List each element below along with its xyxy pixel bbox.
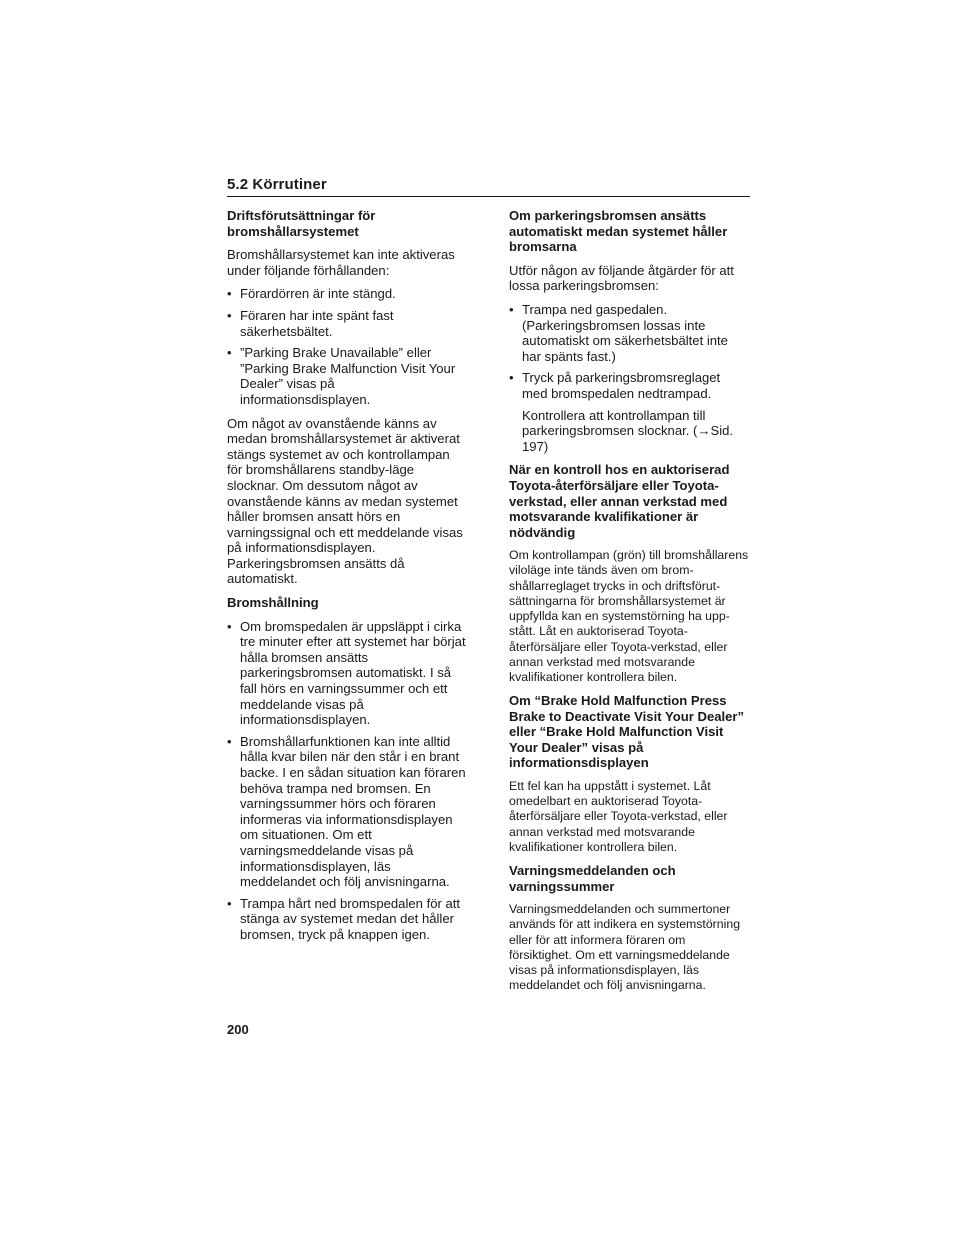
operating-conditions-paragraph: Om något av ovanstående känns av medan bromshållarsystemet är aktiverat stängs systemet av och kontrollampan för bromshållarens standby-läge slocknar. Om dessutom något av ovanstående känns av medan systemet håller bromsen ansatt hörs en varningssignal och ett meddelande visas på informationsdisplayen. Parkeringsbromsen ansätts då automatiskt. <box>227 415 463 587</box>
brake-hold-list <box>227 619 467 943</box>
list-item: • ”Parking Brake Unavailable” eller ”Parking Brake Malfunction Visit Your Dealer” visas på informationsdisplayen. <box>227 345 456 407</box>
list-item: • Trampa hårt ned bromspedalen för att stänga av systemet medan det håller bromsen, tryck på knappen igen. <box>227 895 461 942</box>
list-item: • Föraren har inte spänt fast säkerhetsbältet. <box>227 307 394 339</box>
malfunction-message-paragraph: Ett fel kan ha uppstått i systemet. Låt omedelbart en auktoriserad Toyota-återförsäljare eller Toyota-verkstad, eller annan verkstad med motsvarande kvalifikationer kontrollera bilen. <box>509 779 728 854</box>
inspection-needed-paragraph: Om kontrollampan (grön) till bromshållarens viloläge inte tänds även om bromshållarreglaget trycks in och driftsförutsättningarna för bromshållarsystemet är uppfyllda kan en systemstörning ha uppstått. Låt en auktoriserad Toyota-återförsäljare eller Toyota-verkstad, eller annan verkstad med motsvarande kvalifikationer kontrollera bilen. <box>509 548 749 684</box>
section-title: 5.2 Körrutiner <box>227 176 327 193</box>
list-item: • Tryck på parkeringsbromsreglaget med bromspedalen nedtrampad. Kontrollera att kontrollampan till parkeringsbromsen slocknar. (→Sid. 197) <box>509 370 749 454</box>
operating-conditions-intro: Bromshållarsystemet kan inte aktiveras under följande förhållanden: <box>227 247 455 278</box>
malfunction-message-heading: Om “Brake Hold Malfunction Press Brake to Deactivate Visit Your Dealer” eller “Brake Hold Malfunction Visit Your Dealer” visas på informationsdisplayen <box>509 693 745 771</box>
page-number: 200 <box>227 1022 249 1037</box>
page-reference-note: Kontrollera att kontrollampan till parkeringsbromsen slocknar. (→Sid. 197) <box>522 407 734 454</box>
list-item: • Förardörren är inte stängd. <box>227 286 396 302</box>
auto-parking-brake-intro: Utför någon av följande åtgärder för att lossa parkeringsbromsen: <box>509 262 734 294</box>
operating-conditions-list <box>227 286 467 407</box>
auto-parking-brake-heading: Om parkeringsbromsen ansätts automatiskt medan systemet håller bromsarna <box>509 208 728 255</box>
list-item: • Bromshållarfunktionen kan inte alltid hålla kvar bilen när den står i en brant backe. I en sådan situation kan föraren behöva trampa ned bromsen. En varningssummer hörs och föraren informeras via informationsdisplayen om situationen. Om ett varningsmeddelande visas på informationsdisplayen, läs meddelandet och följ anvisningarna. <box>227 733 466 890</box>
right-column <box>509 208 749 1002</box>
inspection-needed-heading: När en kontroll hos en auktoriserad Toyota-återförsäljare eller Toyota-verkstad, eller annan verkstad med motsvarande kvalifikationer är nödvändig <box>509 462 730 540</box>
list-item: • Om bromspedalen är uppsläppt i cirka tre minuter efter att systemet har börjat hålla bromsen ansätts parkeringsbromsen automatiskt. I så fall hörs en varningssummer och ett meddelande visas på informationsdisplayen. <box>227 618 466 728</box>
section-header <box>227 176 750 197</box>
warning-messages-paragraph: Varningsmeddelanden och summertoner används för att indikera en systemstörning eller för att informera föraren om försiktighet. Om ett varningsmeddelande visas på informationsdisplayen, läs meddelandet och följ anvisningarna. <box>509 902 741 993</box>
list-item: • Trampa ned gaspedalen. (Parkeringsbromsen lossas inte automatiskt om säkerhetsbältet inte har spänts fast.) <box>509 301 728 364</box>
left-column <box>227 208 467 951</box>
warning-messages-heading: Varningsmeddelanden och varningssummer <box>509 863 676 894</box>
auto-parking-brake-list <box>509 302 749 454</box>
brake-hold-heading: Bromshållning <box>227 595 319 611</box>
operating-conditions-heading: Driftsförutsättningar för bromshållarsystemet <box>227 208 376 239</box>
